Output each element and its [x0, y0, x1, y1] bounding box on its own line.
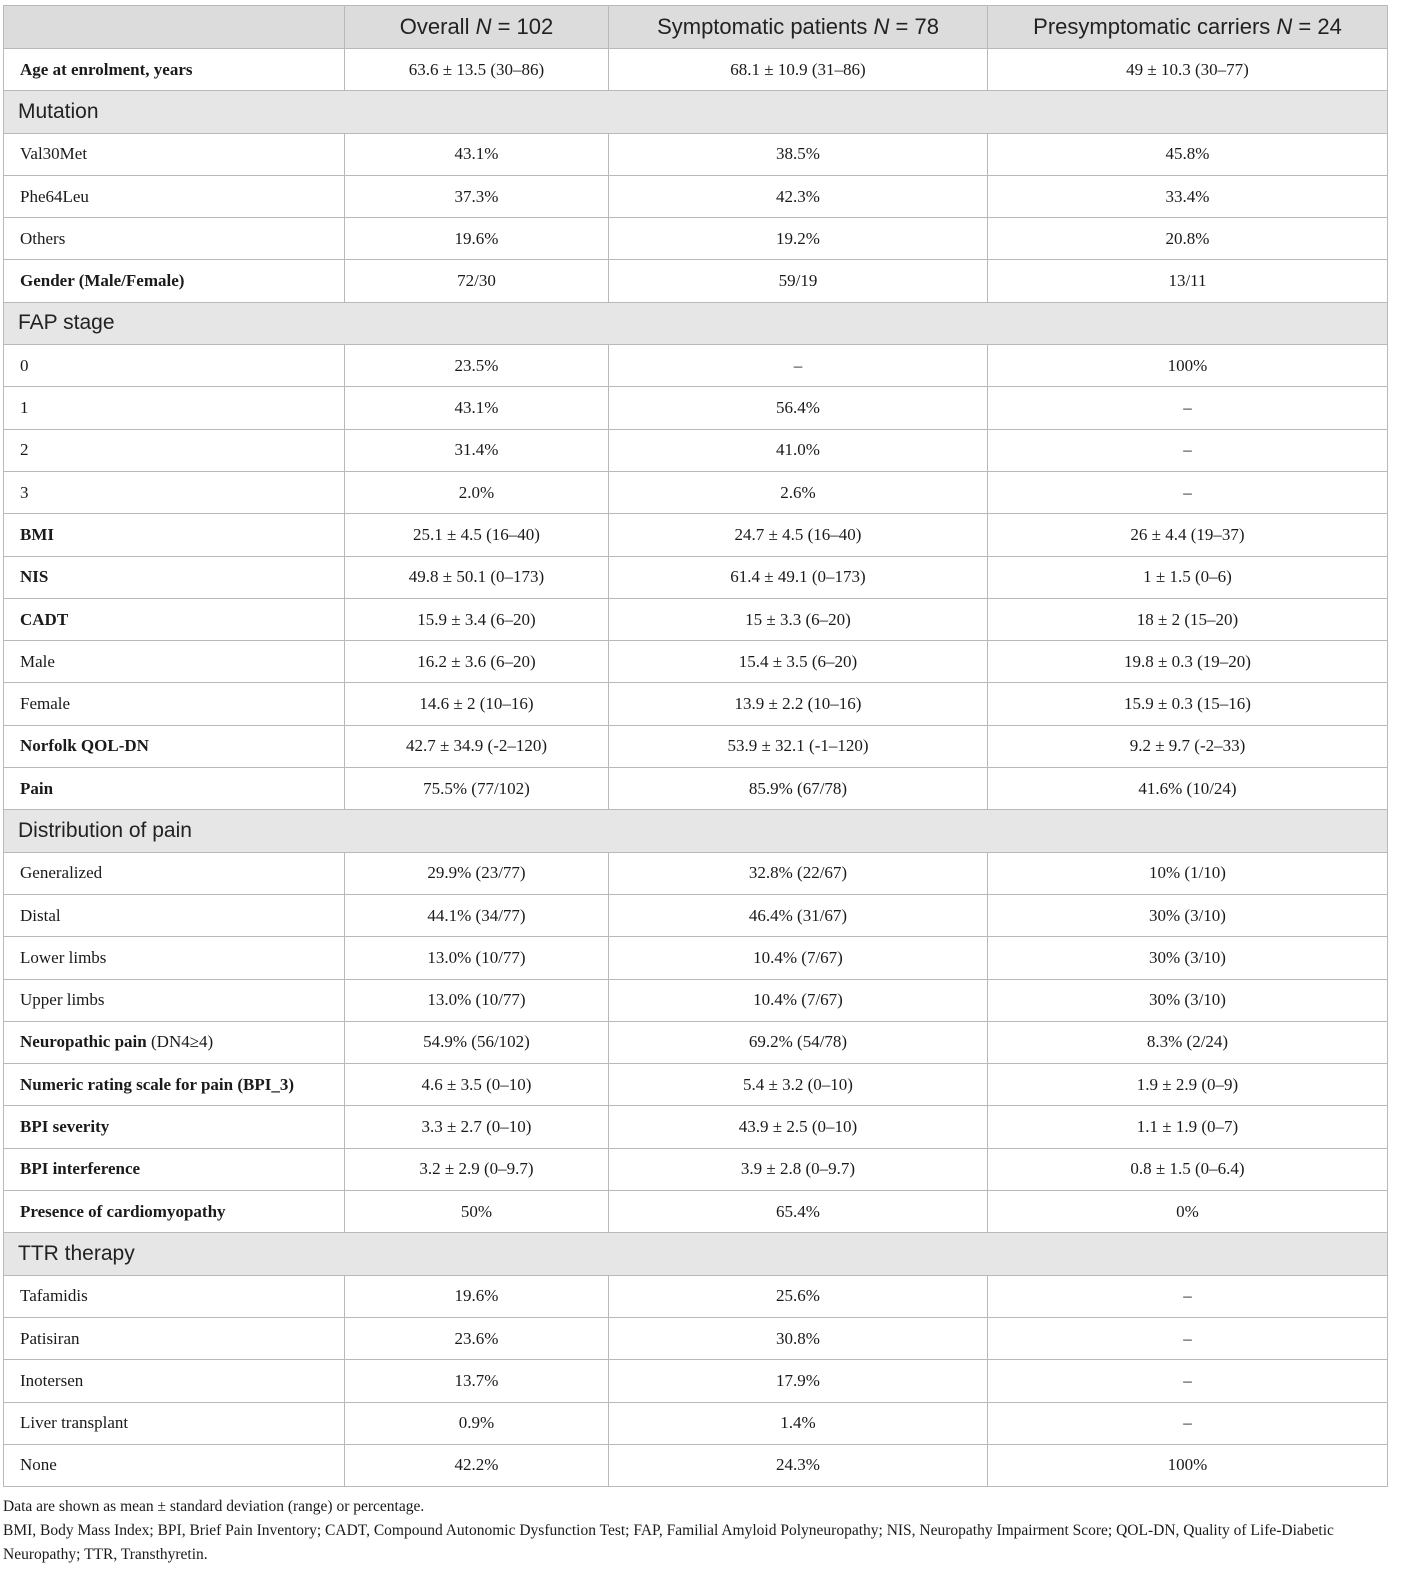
row-label-text: None: [20, 1455, 57, 1475]
row-label-text: Patisiran: [20, 1328, 80, 1348]
cell-overall: 3.2 ± 2.9 (0–9.7): [345, 1148, 609, 1190]
cell-symptomatic: 13.9 ± 2.2 (10–16): [609, 683, 988, 725]
row-label-text: BMI: [20, 524, 54, 544]
cell-overall: 0.9%: [345, 1402, 609, 1444]
row-label: [4, 133, 345, 175]
row-label-text: Age at enrolment, years: [20, 59, 193, 79]
row-label-text: 3: [20, 482, 29, 502]
cell-symptomatic: 10.4% (7/67): [609, 979, 988, 1021]
section-header-row: [4, 91, 1388, 133]
row-label: [4, 1275, 345, 1317]
header-n-value: = 24: [1292, 14, 1342, 39]
cell-symptomatic: 25.6%: [609, 1275, 988, 1317]
cell-symptomatic: 68.1 ± 10.9 (31–86): [609, 49, 988, 91]
cell-presymptomatic: 18 ± 2 (15–20): [988, 598, 1388, 640]
row-label: [4, 260, 345, 302]
cell-presymptomatic: 33.4%: [988, 175, 1388, 217]
cell-presymptomatic: –: [988, 1275, 1388, 1317]
table-row: [4, 1106, 1388, 1148]
cell-presymptomatic: 45.8%: [988, 133, 1388, 175]
row-label-text: Val30Met: [20, 144, 88, 164]
row-label: [4, 345, 345, 387]
header-cell-presymptomatic: [988, 6, 1388, 49]
row-label: [4, 471, 345, 513]
table-row: [4, 49, 1388, 91]
table-row: [4, 979, 1388, 1021]
table-row: [4, 641, 1388, 683]
cell-symptomatic: 56.4%: [609, 387, 988, 429]
table-row: [4, 1317, 1388, 1359]
row-label-text: BPI interference: [20, 1159, 141, 1179]
row-label-text: Others: [20, 228, 66, 248]
footnote-abbreviations: BMI, Body Mass Index; BPI, Brief Pain Inventory; CADT, Compound Autonomic Dysfunction Test; FAP, Familial Amyloid Polyneuropathy; NIS, Neuropathy Impairment Score; QOL-DN, Quality of Life-Diabetic Neuropathy; TTR, Transthyretin.: [3, 1522, 1334, 1564]
cell-symptomatic: 65.4%: [609, 1191, 988, 1233]
cell-overall: 75.5% (77/102): [345, 768, 609, 810]
table-row: [4, 725, 1388, 767]
row-label-text: Lower limbs: [20, 947, 107, 967]
cell-overall: 43.1%: [345, 387, 609, 429]
cell-presymptomatic: 26 ± 4.4 (19–37): [988, 514, 1388, 556]
row-label: [4, 979, 345, 1021]
cell-overall: 23.5%: [345, 345, 609, 387]
table-row: [4, 133, 1388, 175]
cell-presymptomatic: 30% (3/10): [988, 937, 1388, 979]
row-label-text: 2: [20, 440, 29, 460]
cell-presymptomatic: 13/11: [988, 260, 1388, 302]
cell-symptomatic: 24.7 ± 4.5 (16–40): [609, 514, 988, 556]
cell-symptomatic: 38.5%: [609, 133, 988, 175]
section-title: Mutation: [4, 91, 1388, 133]
cell-presymptomatic: 9.2 ± 9.7 (-2–33): [988, 725, 1388, 767]
table-row: [4, 429, 1388, 471]
cell-overall: 23.6%: [345, 1317, 609, 1359]
cell-symptomatic: 59/19: [609, 260, 988, 302]
table-row: [4, 1275, 1388, 1317]
cell-presymptomatic: 1.9 ± 2.9 (0–9): [988, 1064, 1388, 1106]
row-label-text: Upper limbs: [20, 990, 105, 1010]
cell-symptomatic: 2.6%: [609, 471, 988, 513]
cell-presymptomatic: 100%: [988, 1444, 1388, 1486]
cell-symptomatic: 15.4 ± 3.5 (6–20): [609, 641, 988, 683]
cell-symptomatic: –: [609, 345, 988, 387]
row-label: [4, 1317, 345, 1359]
cell-overall: 4.6 ± 3.5 (0–10): [345, 1064, 609, 1106]
table-row: [4, 260, 1388, 302]
cell-presymptomatic: 20.8%: [988, 218, 1388, 260]
cell-presymptomatic: 0%: [988, 1191, 1388, 1233]
row-label: [4, 894, 345, 936]
cell-overall: 15.9 ± 3.4 (6–20): [345, 598, 609, 640]
table-row: [4, 598, 1388, 640]
row-label: [4, 1064, 345, 1106]
table-row: [4, 683, 1388, 725]
row-label: [4, 937, 345, 979]
row-label-text: Female: [20, 694, 71, 714]
table-row: [4, 1148, 1388, 1190]
cell-overall: 25.1 ± 4.5 (16–40): [345, 514, 609, 556]
section-header-row: [4, 302, 1388, 344]
cell-overall: 16.2 ± 3.6 (6–20): [345, 641, 609, 683]
row-label-text: Gender (Male/Female): [20, 271, 185, 291]
cell-symptomatic: 42.3%: [609, 175, 988, 217]
cell-overall: 42.2%: [345, 1444, 609, 1486]
table-row: [4, 1021, 1388, 1063]
cell-symptomatic: 46.4% (31/67): [609, 894, 988, 936]
row-label: [4, 1191, 345, 1233]
cell-presymptomatic: 30% (3/10): [988, 979, 1388, 1021]
table-row: [4, 514, 1388, 556]
table-row: [4, 937, 1388, 979]
table-row: [4, 218, 1388, 260]
row-label-text: Liver transplant: [20, 1413, 129, 1433]
cell-symptomatic: 5.4 ± 3.2 (0–10): [609, 1064, 988, 1106]
row-label: [4, 768, 345, 810]
header-text: Overall: [399, 14, 476, 39]
row-label: [4, 1021, 345, 1063]
row-label-text: Neuropathic pain: [20, 1032, 147, 1052]
cell-symptomatic: 53.9 ± 32.1 (-1–120): [609, 725, 988, 767]
patient-characteristics-table: [3, 5, 1388, 1487]
cell-overall: 72/30: [345, 260, 609, 302]
cell-presymptomatic: 100%: [988, 345, 1388, 387]
row-label: [4, 1360, 345, 1402]
cell-symptomatic: 24.3%: [609, 1444, 988, 1486]
cell-symptomatic: 85.9% (67/78): [609, 768, 988, 810]
table-row: [4, 1360, 1388, 1402]
cell-overall: 54.9% (56/102): [345, 1021, 609, 1063]
table-row: [4, 894, 1388, 936]
cell-overall: 44.1% (34/77): [345, 894, 609, 936]
row-label-text: Inotersen: [20, 1370, 84, 1390]
cell-symptomatic: 15 ± 3.3 (6–20): [609, 598, 988, 640]
row-label: [4, 387, 345, 429]
row-label: [4, 514, 345, 556]
cell-presymptomatic: 1.1 ± 1.9 (0–7): [988, 1106, 1388, 1148]
section-header-row: [4, 810, 1388, 852]
cell-symptomatic: 17.9%: [609, 1360, 988, 1402]
header-cell-symptomatic: [609, 6, 988, 49]
cell-symptomatic: 61.4 ± 49.1 (0–173): [609, 556, 988, 598]
cell-symptomatic: 41.0%: [609, 429, 988, 471]
row-label: [4, 175, 345, 217]
row-label-note: (DN4≥4): [146, 1032, 214, 1052]
table-container: [3, 5, 1387, 1567]
cell-presymptomatic: 10% (1/10): [988, 852, 1388, 894]
cell-overall: 13.0% (10/77): [345, 979, 609, 1021]
header-n-value: = 102: [491, 14, 554, 39]
table-row: [4, 1064, 1388, 1106]
row-label-text: Distal: [20, 905, 61, 925]
row-label-text: 1: [20, 398, 29, 418]
row-label-text: Male: [20, 651, 55, 671]
row-label-text: Phe64Leu: [20, 186, 89, 206]
section-title: FAP stage: [4, 302, 1388, 344]
cell-overall: 2.0%: [345, 471, 609, 513]
cell-presymptomatic: 15.9 ± 0.3 (15–16): [988, 683, 1388, 725]
cell-presymptomatic: 49 ± 10.3 (30–77): [988, 49, 1388, 91]
cell-overall: 19.6%: [345, 218, 609, 260]
cell-overall: 19.6%: [345, 1275, 609, 1317]
table-row: [4, 852, 1388, 894]
header-n-symbol: N: [873, 14, 890, 39]
row-label-text: NIS: [20, 567, 49, 587]
cell-symptomatic: 1.4%: [609, 1402, 988, 1444]
row-label-text: Presence of cardiomyopathy: [20, 1201, 226, 1221]
header-cell-label: [4, 6, 345, 49]
cell-presymptomatic: 8.3% (2/24): [988, 1021, 1388, 1063]
cell-presymptomatic: –: [988, 387, 1388, 429]
cell-presymptomatic: –: [988, 1360, 1388, 1402]
cell-overall: 3.3 ± 2.7 (0–10): [345, 1106, 609, 1148]
header-n-symbol: N: [1276, 14, 1293, 39]
header-n-symbol: N: [475, 14, 492, 39]
cell-overall: 43.1%: [345, 133, 609, 175]
row-label-text: Pain: [20, 778, 54, 798]
table-row: [4, 345, 1388, 387]
row-label: [4, 852, 345, 894]
cell-symptomatic: 3.9 ± 2.8 (0–9.7): [609, 1148, 988, 1190]
cell-overall: 31.4%: [345, 429, 609, 471]
row-label: [4, 1148, 345, 1190]
cell-presymptomatic: –: [988, 471, 1388, 513]
table-row: [4, 471, 1388, 513]
table-row: [4, 387, 1388, 429]
table-row: [4, 1444, 1388, 1486]
cell-symptomatic: 32.8% (22/67): [609, 852, 988, 894]
cell-overall: 13.7%: [345, 1360, 609, 1402]
table-row: [4, 1191, 1388, 1233]
cell-overall: 29.9% (23/77): [345, 852, 609, 894]
table-row: [4, 175, 1388, 217]
cell-presymptomatic: 30% (3/10): [988, 894, 1388, 936]
cell-overall: 50%: [345, 1191, 609, 1233]
header-text: Symptomatic patients: [657, 14, 874, 39]
cell-overall: 49.8 ± 50.1 (0–173): [345, 556, 609, 598]
cell-presymptomatic: –: [988, 429, 1388, 471]
header-text: Presymptomatic carriers: [1033, 14, 1277, 39]
cell-overall: 14.6 ± 2 (10–16): [345, 683, 609, 725]
header-n-value: = 78: [889, 14, 939, 39]
cell-symptomatic: 30.8%: [609, 1317, 988, 1359]
cell-overall: 37.3%: [345, 175, 609, 217]
table-header-row: [4, 6, 1388, 49]
section-header-row: [4, 1233, 1388, 1275]
row-label-text: Numeric rating scale for pain (BPI_3): [20, 1074, 295, 1094]
cell-symptomatic: 69.2% (54/78): [609, 1021, 988, 1063]
cell-symptomatic: 19.2%: [609, 218, 988, 260]
row-label: [4, 218, 345, 260]
cell-overall: 63.6 ± 13.5 (30–86): [345, 49, 609, 91]
cell-symptomatic: 10.4% (7/67): [609, 937, 988, 979]
cell-presymptomatic: –: [988, 1317, 1388, 1359]
row-label: [4, 683, 345, 725]
row-label: [4, 429, 345, 471]
section-title: Distribution of pain: [4, 810, 1388, 852]
row-label: [4, 1402, 345, 1444]
row-label: [4, 641, 345, 683]
row-label: [4, 556, 345, 598]
cell-overall: 42.7 ± 34.9 (-2–120): [345, 725, 609, 767]
table-row: [4, 768, 1388, 810]
section-title: TTR therapy: [4, 1233, 1388, 1275]
cell-symptomatic: 43.9 ± 2.5 (0–10): [609, 1106, 988, 1148]
cell-presymptomatic: 41.6% (10/24): [988, 768, 1388, 810]
header-cell-overall: [345, 6, 609, 49]
row-label: [4, 598, 345, 640]
cell-presymptomatic: 1 ± 1.5 (0–6): [988, 556, 1388, 598]
table-footnotes: [3, 1495, 1387, 1567]
cell-presymptomatic: –: [988, 1402, 1388, 1444]
footnote-data-format: Data are shown as mean ± standard deviation (range) or percentage.: [3, 1498, 425, 1516]
row-label-text: Norfolk QOL-DN: [20, 736, 149, 756]
table-row: [4, 1402, 1388, 1444]
cell-overall: 13.0% (10/77): [345, 937, 609, 979]
row-label: [4, 1444, 345, 1486]
table-body: [4, 49, 1388, 1487]
row-label: [4, 49, 345, 91]
row-label-text: 0: [20, 355, 29, 375]
table-row: [4, 556, 1388, 598]
row-label: [4, 1106, 345, 1148]
row-label-text: BPI severity: [20, 1117, 110, 1137]
row-label: [4, 725, 345, 767]
row-label-text: CADT: [20, 609, 69, 629]
row-label-text: Tafamidis: [20, 1286, 88, 1306]
cell-presymptomatic: 19.8 ± 0.3 (19–20): [988, 641, 1388, 683]
row-label-text: Generalized: [20, 863, 103, 883]
cell-presymptomatic: 0.8 ± 1.5 (0–6.4): [988, 1148, 1388, 1190]
